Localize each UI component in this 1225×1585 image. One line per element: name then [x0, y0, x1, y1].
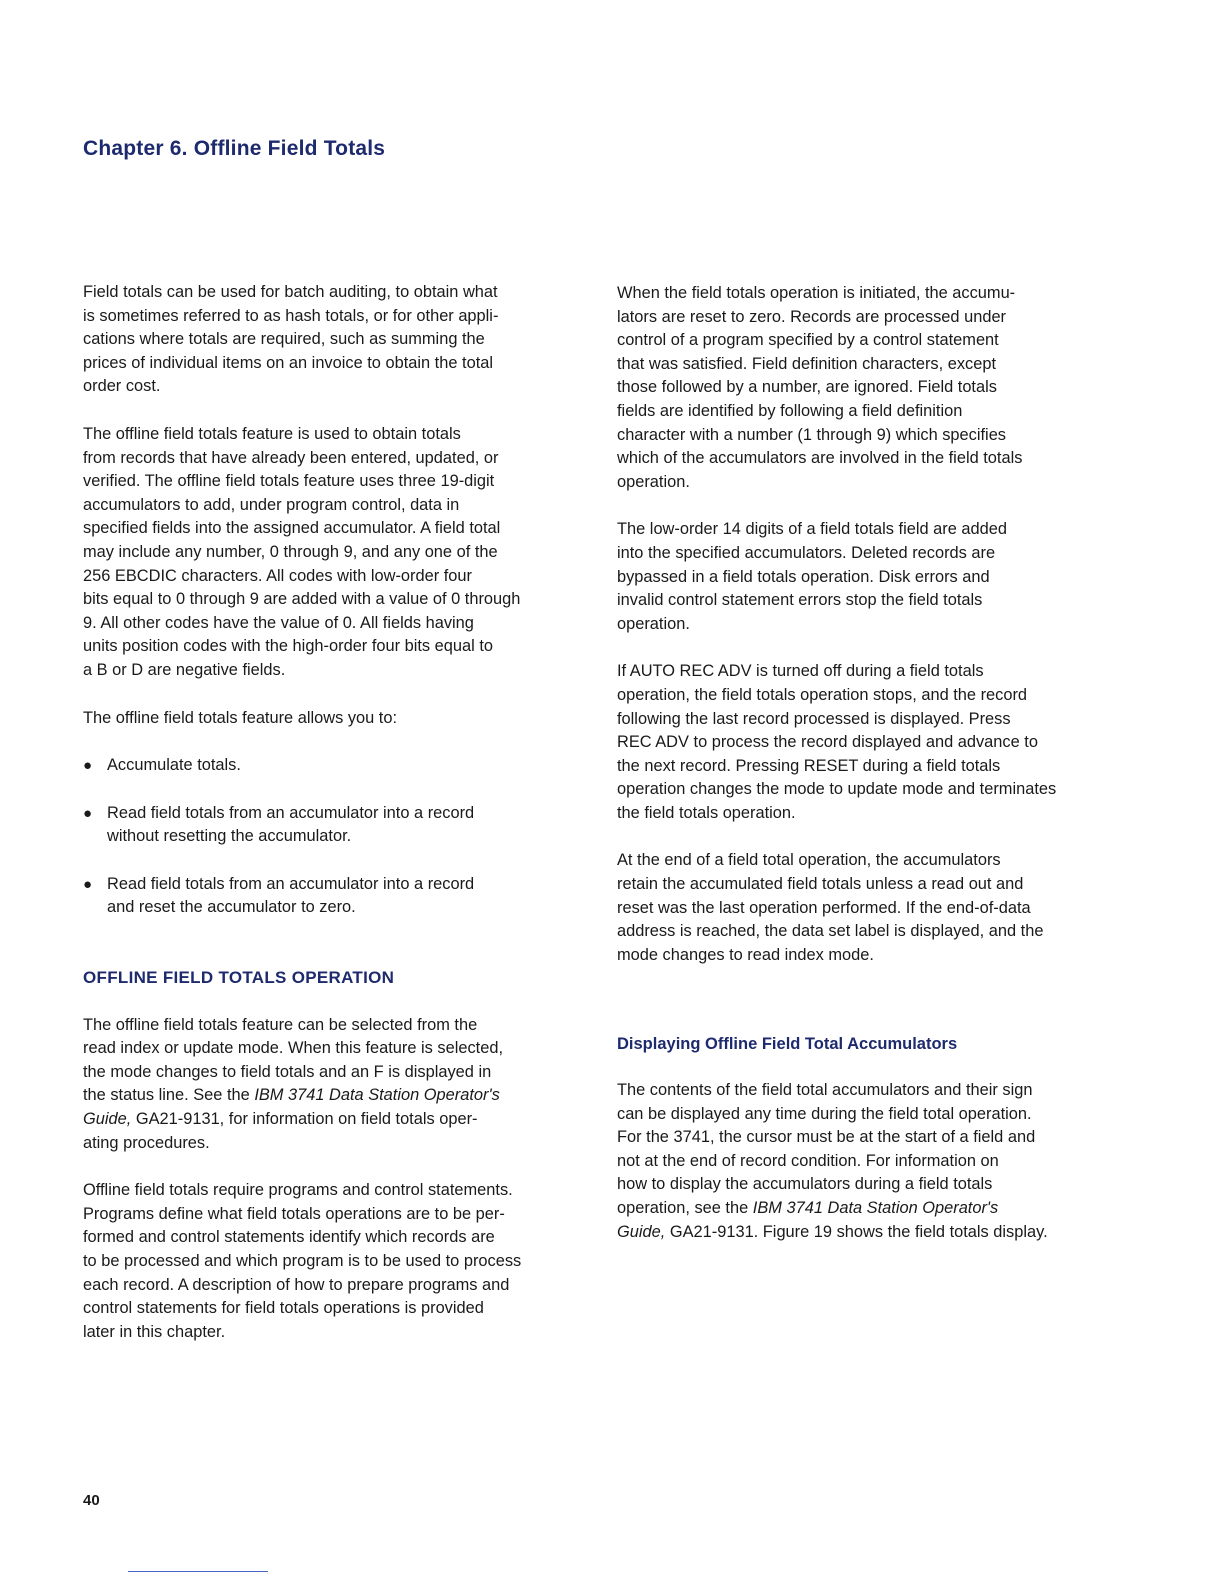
page-number: 40 — [83, 1492, 100, 1509]
low-order-paragraph: The low-order 14 digits of a field totals field are added into the specified accumulators. Deleted records are bypassed in a field totals operation. Disk errors and invalid control statement errors stop the field totals operation. — [617, 520, 1007, 633]
reference-title: IBM 3741 Data Station Operator's Guide, — [617, 1199, 999, 1241]
reference-title: IBM 3741 Data Station Operator's Guide, — [83, 1086, 500, 1129]
operation-paragraph-1 — [83, 1014, 573, 1156]
chapter-title: Chapter 6. Offline Field Totals — [83, 137, 386, 160]
end-of-operation-paragraph: At the end of a field total operation, the accumulators retain the accumulated field totals unless a read out and reset was the last operation performed. If the end-of-data address is reached, the data set label is displayed, and the mode changes to read index mode. — [617, 851, 1044, 964]
allows-paragraph: The offline field totals feature allows you to: — [83, 708, 398, 727]
display-text-a: The contents of the field total accumulators and their sign can be displayed any time during the field total operation. For the 3741, the cursor must be at the start of a field and not at the end of record condition. For information on how to display the accumulators during a field totals operation, see the — [617, 1081, 1036, 1217]
bottom-rule — [128, 1571, 268, 1572]
right-column — [617, 282, 1107, 1268]
feature-list — [83, 754, 573, 920]
list-item-text: Read field totals from an accumulator into a record without resetting the accumulator. — [107, 803, 475, 846]
subheading: Displaying Offline Field Total Accumulators — [617, 1035, 958, 1054]
list-item-text: Read field totals from an accumulator into a record and reset the accumulator to zero. — [107, 874, 475, 917]
operation-paragraph-2: Offline field totals require programs and control statements. Programs define what field totals operations are to be per- formed and control statements identify which records are to be processed and which program is to be used to process each record. A description of how to prepare programs and control statements for field totals operations is provided later in this chapter. — [83, 1181, 522, 1341]
list-item — [83, 873, 573, 920]
list-item — [83, 802, 573, 849]
intro-paragraph-2: The offline field totals feature is used to obtain totals from records that have already been entered, updated, or verified. The offline field totals feature uses three 19-digit accumulators to add, under program control, data in specified fields into the assigned accumulator. A field total may include any number, 0 through 9, and any one of the 256 EBCDIC characters. All codes with low-order four bits equal to 0 through 9 are added with a value of 0 through 9. All other codes have the value of 0. All fields having units position codes with the high-order four bits equal to a B or D are negative fields. — [83, 424, 521, 679]
bullet-icon: ● — [83, 875, 93, 893]
intro-paragraph-1: Field totals can be used for batch auditing, to obtain what is sometimes referred to as hash totals, or for other appli- cations where totals are required, such as summing the prices of individual items on an invoice to obtain the total order cost. — [83, 283, 499, 396]
bullet-icon: ● — [83, 757, 93, 775]
auto-rec-adv-paragraph: If AUTO REC ADV is turned off during a field totals operation, the field totals operation stops, and the record following the last record processed is displayed. Press REC ADV to process the record displayed and advance to the next record. Pressing RESET during a field totals operation changes the mode to update mode and terminates the field totals operation. — [617, 662, 1057, 822]
initiation-paragraph: When the field totals operation is initiated, the accumu- lators are reset to zero. Records are processed under control of a program specified by a control statement that was satisfied. Field definition characters, except those followed by a number, are ignored. Field totals fields are identified by following a field definition character with a number (1 through 9) which specifies which of the accumulators are involved in the field totals operation. — [617, 284, 1023, 491]
list-item-text: Accumulate totals. — [107, 756, 241, 775]
list-item — [83, 754, 573, 778]
operation-text-b: GA21-9131, for information on field totals oper- ating procedures. — [83, 1110, 478, 1152]
bullet-icon: ● — [83, 804, 93, 822]
operation-text-a: The offline field totals feature can be selected from the read index or update mode. When this feature is selected, the mode changes to field totals and an F is displayed in the status line. See the — [83, 1015, 504, 1105]
display-text-b: GA21-9131. Figure 19 shows the field totals display. — [665, 1222, 1048, 1241]
display-accumulators-paragraph — [617, 1079, 1107, 1244]
section-heading: OFFLINE FIELD TOTALS OPERATION — [83, 968, 395, 988]
left-column — [83, 281, 573, 1368]
